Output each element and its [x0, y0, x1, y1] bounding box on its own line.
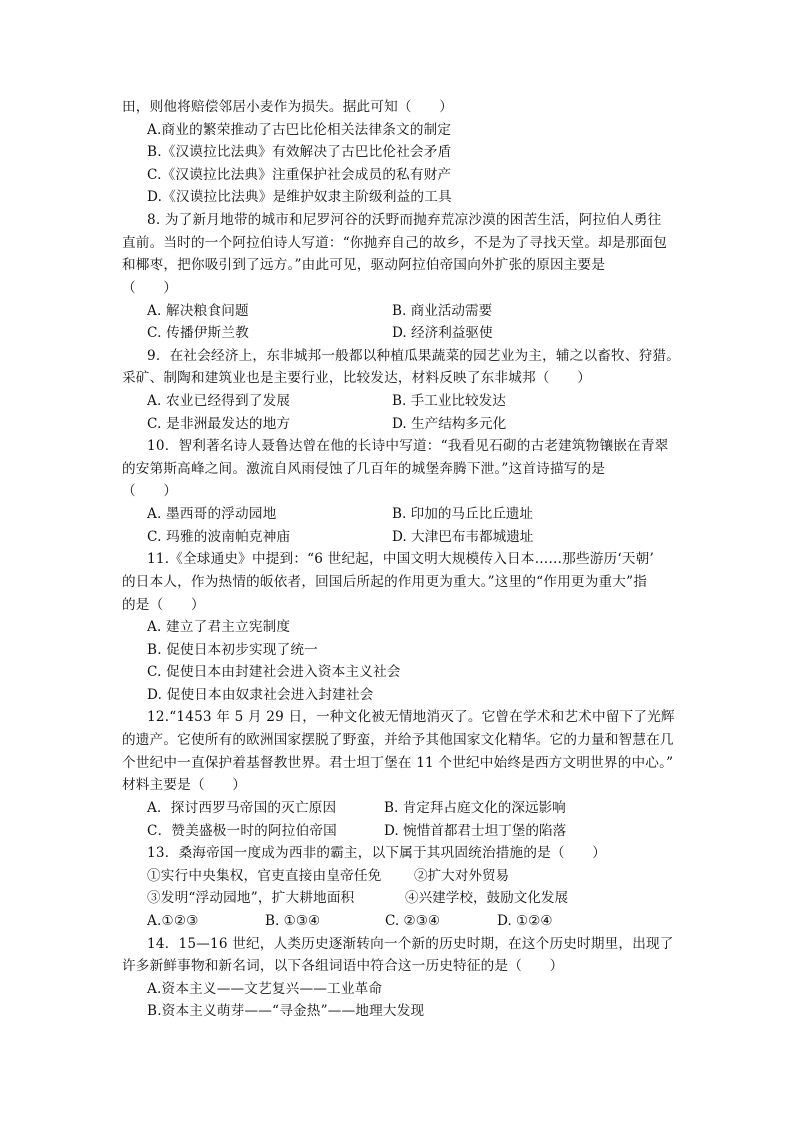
q11-stem-line-3: 的是（ ）: [122, 597, 205, 613]
q7-option-d: D.《汉谟拉比法典》是维护奴隶主阶级利益的工具: [147, 189, 452, 205]
q8-option-d: D. 经济利益驱使: [392, 325, 493, 341]
q9-stem-line-1: 9．在社会经济上，东非城邦一般都以种植瓜果蔬菜的园艺业为主，辅之以畜牧、狩猎。: [147, 348, 681, 364]
q8-stem-line-3: 和椰枣，把你吸引到了远方。”由此可见，驱动阿拉伯帝国向外扩张的原因主要是: [122, 257, 606, 273]
q12-option-d: D. 惋惜首都君士坦丁堡的陷落: [384, 823, 567, 839]
q12-option-b: B. 肯定拜占庭文化的深远影响: [384, 800, 566, 816]
q8-option-b: B. 商业活动需要: [392, 303, 493, 319]
q8-option-c: C. 传播伊斯兰教: [147, 325, 249, 341]
q8-answer-bracket: （ ）: [122, 280, 178, 296]
q14-stem-line-2: 许多新鲜事物和新名词，以下各组词语中符合这一历史特征的是（ ）: [122, 958, 564, 974]
q14-option-a: A.资本主义——文艺复兴——工业革命: [147, 981, 383, 997]
q13-item-4: ④兴建学校，鼓励文化发展: [405, 890, 569, 906]
q13-item-1: ①实行中央集权，官吏直接由皇帝任免: [147, 868, 382, 884]
q7-stem-continuation: 田，则他将赔偿邻居小麦作为损失。据此可知（ ）: [122, 99, 454, 115]
q13-option-c: C. ②③④: [385, 913, 441, 929]
q8-stem-line-2: 直前。当时的一个阿拉伯诗人写道：“你抛弃自己的故乡，不是为了寻找天堂。却是那面包: [122, 235, 668, 251]
q12-option-a: A．探讨西罗马帝国的灭亡原因: [147, 800, 337, 816]
q11-option-c: C. 促使日本由封建社会进入资本主义社会: [147, 664, 401, 680]
q14-stem-line-1: 14．15—16 世纪，人类历史逐渐转向一个新的历史时期，在这个历史时期里，出现了: [147, 936, 674, 952]
q7-option-a: A.商业的繁荣推动了古巴比伦相关法律条文的制定: [147, 122, 452, 138]
q10-option-c: C. 玛雅的波南帕克神庙: [147, 529, 291, 545]
q12-stem-line-1: 12.“1453 年 5 月 29 日，一种文化被无情地消灭了。它曾在学术和艺术中留下了光辉: [147, 709, 675, 725]
q10-option-b: B. 印加的马丘比丘遗址: [392, 506, 533, 522]
q9-option-b: B. 手工业比较发达: [392, 393, 506, 409]
q13-option-d: D. ①②④: [497, 913, 553, 929]
q8-option-a: A. 解决粮食问题: [147, 303, 249, 319]
q8-stem-line-1: 8. 为了新月地带的城市和尼罗河谷的沃野而抛弃荒凉沙漠的困苦生活，阿拉伯人勇往: [147, 212, 662, 228]
q13-option-a: A.①②③: [147, 913, 199, 929]
q10-stem-line-1: 10．智利著名诗人聂鲁达曾在他的长诗中写道：“我看见石砌的古老建筑物镶嵌在青翠: [147, 438, 669, 454]
q11-option-d: D. 促使日本由奴隶社会进入封建社会: [147, 687, 374, 703]
q13-item-2: ②扩大对外贸易: [414, 868, 510, 884]
q13-item-3: ③发明“浮动园地”，扩大耕地面积: [147, 890, 355, 906]
q10-option-d: D. 大津巴布韦都城遗址: [392, 529, 534, 545]
q9-option-c: C. 是非洲最发达的地方: [147, 416, 291, 432]
q10-option-a: A. 墨西哥的浮动园地: [147, 506, 277, 522]
q10-answer-bracket: （ ）: [122, 483, 178, 499]
q7-option-b: B.《汉谟拉比法典》有效解决了古巴比伦社会矛盾: [147, 144, 452, 160]
q13-option-b: B. ①③④: [265, 913, 321, 929]
q9-option-a: A. 农业已经得到了发展: [147, 393, 291, 409]
q9-stem-line-2: 采矿、制陶和建筑业也是主要行业，比较发达，材料反映了东非城邦（ ）: [122, 370, 591, 386]
q12-option-c: C．赞美盛极一时的阿拉伯帝国: [147, 823, 337, 839]
q11-option-b: B. 促使日本初步实现了统一: [147, 642, 318, 658]
q11-option-a: A. 建立了君主立宪制度: [147, 619, 291, 635]
q14-option-b: B.资本主义萌芽——“寻金热”——地理大发现: [147, 1003, 425, 1019]
q11-stem-line-2: 的日本人，作为热情的皈依者，回国后所起的作用更为重大。”这里的“作用更为重大”指: [122, 574, 648, 590]
q12-stem-line-3: 个世纪中一直保护着基督教世界。君士坦丁堡在 11 个世纪中始终是西方文明世界的中心。”: [122, 755, 674, 771]
q9-option-d: D. 生产结构多元化: [392, 416, 507, 432]
q12-stem-line-2: 的遗产。它使所有的欧洲国家摆脱了野蛮，并给予其他国家文化精华。它的力量和智慧在几: [122, 732, 674, 748]
q11-stem-line-1: 11.《全球通史》中提到：“6 世纪起，中国文明大规模传入日本……那些游历‘天朝’: [147, 551, 654, 567]
q10-stem-line-2: 的安第斯高峰之间。激流自风雨侵蚀了几百年的城堡奔腾下泄。”这首诗描写的是: [122, 461, 606, 477]
q7-option-c: C.《汉谟拉比法典》注重保护社会成员的私有财产: [147, 167, 452, 183]
q13-stem: 13．桑海帝国一度成为西非的霸主，以下属于其巩固统治措施的是（ ）: [147, 845, 607, 861]
q12-stem-line-4: 材料主要是（ ）: [122, 777, 247, 793]
